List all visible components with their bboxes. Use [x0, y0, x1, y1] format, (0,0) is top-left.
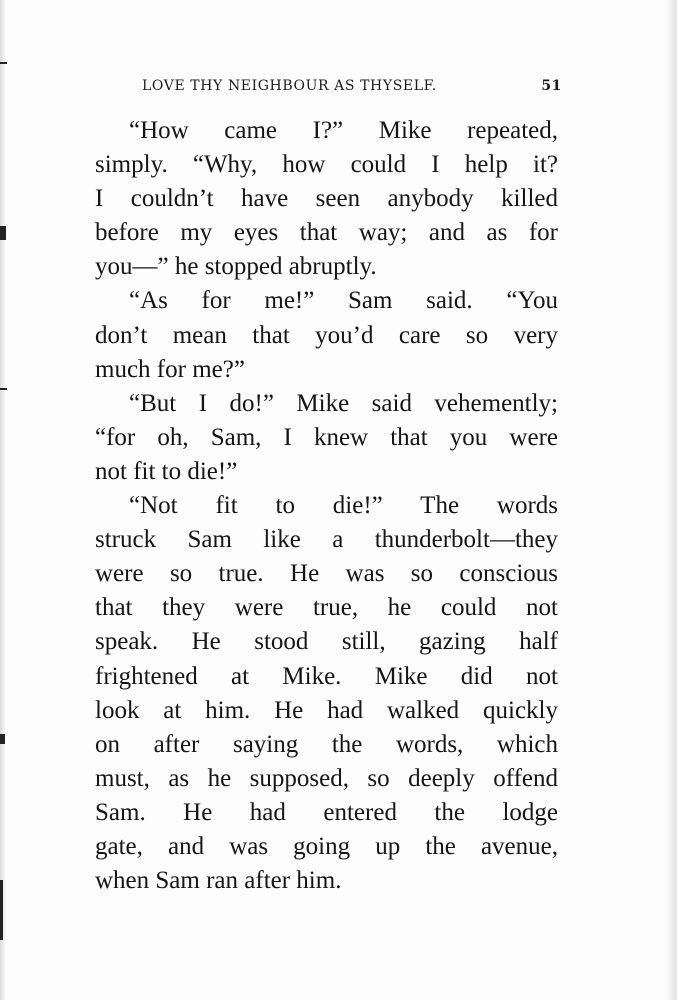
text-line: speak. He stood still, gazing half: [95, 628, 558, 656]
running-head: [142, 78, 562, 100]
page-gutter-shadow: [0, 0, 6, 1000]
text-line: not fit to die!”: [95, 457, 238, 485]
page-edge-shadow: [665, 0, 677, 1000]
text-line: look at him. He had walked quickly: [95, 696, 558, 724]
text-line: Sam. He had entered the lodge: [95, 798, 558, 826]
text-line: much for me?”: [95, 355, 245, 383]
text-line: “But I do!” Mike said vehemently;: [129, 389, 558, 417]
text-line: simply. “Why, how could I help it?: [95, 151, 558, 179]
body-text: [95, 114, 558, 898]
running-title: LOVE THY NEIGHBOUR AS THYSELF.: [142, 78, 437, 94]
text-line: “As for me!” Sam said. “You: [129, 287, 558, 315]
text-line: before my eyes that way; and as for: [95, 219, 558, 247]
margin-mark: [0, 62, 7, 64]
text-line: don’t mean that you’d care so very: [95, 321, 558, 349]
text-line: I couldn’t have seen anybody killed: [95, 185, 558, 213]
text-line: “for oh, Sam, I knew that you were: [95, 423, 558, 451]
text-line: gate, and was going up the avenue,: [95, 832, 558, 860]
text-line: that they were true, he could not: [95, 594, 558, 622]
margin-mark: [0, 388, 7, 390]
text-line: “Not fit to die!” The words: [129, 492, 558, 520]
text-line: “How came I?” Mike repeated,: [129, 117, 558, 144]
text-line: on after saying the words, which: [95, 730, 558, 758]
text-line: frightened at Mike. Mike did not: [95, 662, 558, 690]
text-line: you—” he stopped abruptly.: [95, 253, 377, 281]
text-line: were so true. He was so conscious: [95, 560, 558, 588]
margin-mark: [0, 226, 6, 240]
page-number: 51: [541, 78, 562, 94]
text-line: when Sam ran after him.: [95, 867, 342, 895]
margin-mark: [0, 734, 5, 744]
text-line: must, as he supposed, so deeply offend: [95, 764, 558, 792]
margin-mark: [0, 880, 3, 940]
text-line: struck Sam like a thunderbolt—they: [95, 526, 558, 554]
